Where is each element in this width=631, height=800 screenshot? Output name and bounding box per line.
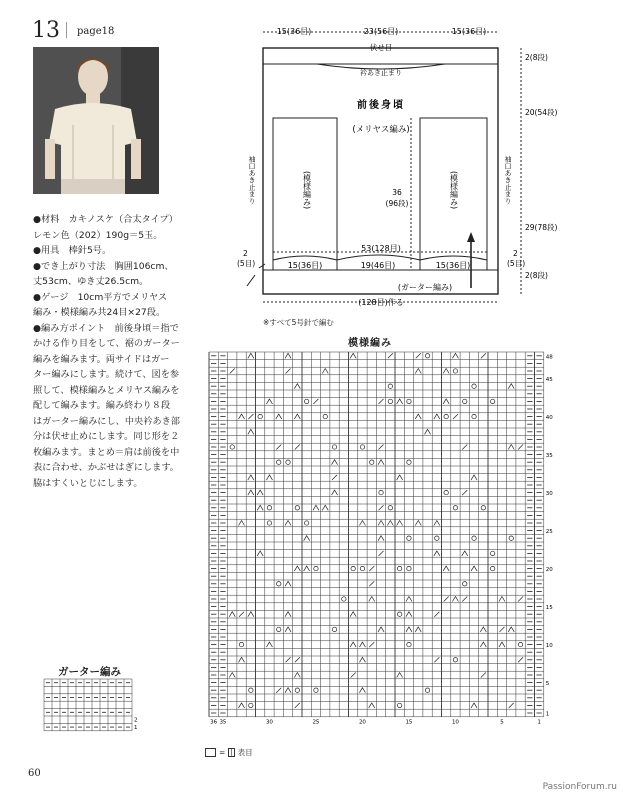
chart-decrease-mark: [471, 475, 477, 480]
chart-decrease-mark: [406, 627, 412, 632]
chart-k2tog-mark: [295, 445, 300, 450]
chart-decrease-mark: [480, 627, 486, 632]
chart-row-label: 10: [545, 643, 553, 650]
chart-row-label: 5: [545, 681, 550, 688]
chart-row-label: 25: [545, 529, 553, 536]
chart-decrease-mark: [248, 612, 254, 617]
chart-k2tog-mark: [286, 369, 291, 374]
chart-decrease-mark: [378, 521, 384, 526]
chart-yo-mark: [444, 490, 448, 494]
chart-k2tog-mark: [518, 597, 523, 602]
top-dim-left: 15(36目): [276, 27, 312, 36]
chart-yo-mark: [518, 642, 522, 646]
chart-decrease-mark: [285, 627, 291, 632]
chart-k2tog-mark: [379, 505, 384, 510]
chart-decrease-mark: [508, 384, 514, 389]
chart-yo-mark: [453, 506, 457, 510]
top-dim-right: 15(36目): [451, 27, 487, 36]
body-outline: [263, 48, 498, 294]
chart-decrease-mark: [397, 399, 403, 404]
chart-decrease-mark: [248, 353, 254, 358]
bind-off-label: 伏せ目: [369, 43, 393, 52]
chart-decrease-mark: [304, 536, 310, 541]
chart-col-label: 15: [405, 719, 413, 726]
chart-k2tog-mark: [379, 551, 384, 556]
inner-width: 53(128目): [361, 244, 401, 253]
chart-decrease-mark: [406, 597, 412, 602]
chart-k2tog-mark: [248, 414, 253, 419]
chart-row-label: 30: [545, 491, 553, 498]
chart-yo-mark: [407, 399, 411, 403]
chart-decrease-mark: [350, 612, 356, 617]
chart-decrease-mark: [332, 460, 338, 465]
inner-height-rows: (96段): [385, 199, 409, 208]
chart-yo-mark: [286, 460, 290, 464]
chart-decrease-mark: [359, 688, 365, 693]
materials-line: 表に合わせ、かぶせはぎにします。: [33, 462, 179, 473]
chart-k2tog-mark: [434, 612, 439, 617]
chart-decrease-mark: [443, 399, 449, 404]
chart-yo-mark: [379, 490, 383, 494]
chart-decrease-mark: [350, 353, 356, 358]
chart-decrease-mark: [239, 521, 245, 526]
neck-stop-label: 衿あき止まり: [360, 69, 402, 77]
chart-col-label: 5: [500, 719, 504, 726]
materials-line: 照して、模様編みとメリヤス編みを: [33, 384, 180, 396]
bottom-dim-right: 15(36目): [435, 261, 471, 270]
chart-decrease-mark: [359, 642, 365, 647]
chart-yo-mark: [472, 384, 476, 388]
chart-yo-mark: [277, 582, 281, 586]
row-dim-lower: 29(78段): [525, 223, 558, 232]
stitch-chart: [205, 348, 557, 746]
garter-chart: [44, 679, 140, 735]
materials-line: ●材料 カキノスケ（合太タイプ）: [33, 214, 178, 225]
chart-yo-mark: [509, 536, 513, 540]
chart-k2tog-mark: [416, 353, 421, 358]
chart-yo-mark: [407, 536, 411, 540]
side-left-sub: (5目): [237, 259, 256, 268]
chart-decrease-mark: [443, 369, 449, 374]
chart-k2tog-mark: [230, 369, 235, 374]
chart-decrease-mark: [322, 369, 328, 374]
chart-decrease-mark: [378, 460, 384, 465]
materials-line: 枚編みます。まとめ＝肩は前後を中: [33, 446, 180, 458]
chart-yo-mark: [490, 399, 494, 403]
chart-decrease-mark: [239, 414, 245, 419]
chart-k2tog-mark: [509, 703, 514, 708]
bottom-dim-center: 19(46目): [360, 261, 396, 270]
chart-decrease-mark: [415, 627, 421, 632]
legend-knit-label: 表目: [237, 748, 253, 757]
materials-line: ター編みにします。続けて、図を参: [33, 369, 180, 380]
chart-decrease-mark: [248, 429, 254, 434]
pattern-number: 13: [32, 18, 60, 43]
chart-k2tog-mark: [453, 414, 458, 419]
page-reference: page18: [77, 26, 115, 37]
chart-k2tog-mark: [462, 597, 467, 602]
chart-row-label: 15: [545, 605, 553, 612]
chart-yo-mark: [267, 521, 271, 525]
chart-decrease-mark: [294, 566, 300, 571]
materials-line: 編み・模様編み共24目×27段。: [33, 307, 166, 318]
header-divider: [66, 22, 67, 38]
chart-yo-mark: [453, 369, 457, 373]
materials-line: かける作り目をして、裾のガーター: [33, 338, 180, 349]
chart-yo-mark: [314, 688, 318, 692]
chart-k2tog-mark: [313, 399, 318, 404]
materials-line: 分は伏せ止めにします。同じ形を２: [33, 431, 180, 442]
chart-decrease-mark: [285, 688, 291, 693]
chart-k2tog-mark: [369, 566, 374, 571]
chart-k2tog-mark: [332, 475, 337, 480]
chart-k2tog-mark: [388, 353, 393, 358]
garter-chart-title: ガーター編み: [58, 666, 121, 678]
chart-decrease-mark: [397, 521, 403, 526]
chart-decrease-mark: [452, 597, 458, 602]
chart-k2tog-mark: [434, 657, 439, 662]
garter-row-label: 2: [134, 717, 138, 724]
chart-decrease-mark: [257, 490, 263, 495]
chart-decrease-mark: [443, 566, 449, 571]
chart-decrease-mark: [434, 521, 440, 526]
garter-row-label: 1: [134, 724, 138, 731]
row-dim-upper: 20(54段): [525, 108, 558, 117]
legend-knit-symbol: |: [230, 748, 233, 756]
row-dim-bottom: 2(8段): [525, 271, 548, 280]
chart-k2tog-mark: [276, 445, 281, 450]
chart-decrease-mark: [294, 673, 300, 678]
site-credit: PassionForum.ru: [542, 782, 617, 792]
chart-k2tog-mark: [481, 673, 486, 678]
chart-yo-mark: [370, 460, 374, 464]
chart-yo-mark: [435, 536, 439, 540]
chart-decrease-mark: [266, 399, 272, 404]
chart-decrease-mark: [508, 445, 514, 450]
chart-yo-mark: [295, 506, 299, 510]
chart-col-label: 10: [451, 719, 459, 726]
chart-decrease-mark: [480, 642, 486, 647]
chart-decrease-mark: [462, 551, 468, 556]
chart-yo-mark: [453, 658, 457, 662]
chart-decrease-mark: [285, 353, 291, 358]
legend-equals: =: [219, 748, 226, 757]
chart-yo-mark: [267, 506, 271, 510]
chart-yo-mark: [407, 460, 411, 464]
top-dim-center: 23(56目): [363, 27, 399, 36]
page-number: 60: [28, 768, 41, 779]
sleeve-stop-right: 袖口あき止まり: [504, 155, 512, 205]
chart-k2tog-mark: [518, 657, 523, 662]
chart-decrease-mark: [359, 657, 365, 662]
chart-decrease-mark: [239, 703, 245, 708]
chart-yo-mark: [425, 354, 429, 358]
chart-decrease-mark: [248, 475, 254, 480]
materials-line: はガーター編みにし、中央衿あき部: [33, 415, 180, 427]
chart-decrease-mark: [229, 612, 235, 617]
chart-yo-mark: [490, 551, 494, 555]
chart-yo-mark: [351, 566, 355, 570]
materials-line: 脇はすくいとじにします。: [33, 477, 143, 489]
chart-decrease-mark: [257, 505, 263, 510]
chart-decrease-mark: [266, 642, 272, 647]
left-panel-label: (模様編み): [302, 170, 312, 210]
model-photo-illustration: [33, 47, 159, 194]
chart-decrease-mark: [434, 414, 440, 419]
chart-yo-mark: [342, 597, 346, 601]
chart-yo-mark: [258, 414, 262, 418]
chart-decrease-mark: [313, 505, 319, 510]
chart-k2tog-mark: [518, 445, 523, 450]
materials-line: ●用具 棒針5号。: [33, 245, 112, 256]
chart-row-label: 35: [545, 453, 553, 460]
right-panel-label: (模様編み): [449, 170, 459, 210]
chart-yo-mark: [360, 445, 364, 449]
chart-decrease-mark: [387, 521, 393, 526]
chart-decrease-mark: [378, 536, 384, 541]
chart-yo-mark: [481, 506, 485, 510]
materials-line: ●編み方ポイント 前後身頃＝指で: [33, 322, 179, 334]
chart-yo-mark: [472, 536, 476, 540]
chart-col-label: 36: [210, 719, 218, 726]
chart-yo-mark: [314, 566, 318, 570]
chart-k2tog-mark: [351, 673, 356, 678]
chart-decrease-mark: [499, 642, 505, 647]
chart-decrease-mark: [452, 353, 458, 358]
chart-decrease-mark: [248, 490, 254, 495]
needle-note: ※すべて5号針で編む: [263, 318, 334, 327]
chart-decrease-mark: [294, 384, 300, 389]
chart-col-label: 20: [358, 719, 366, 726]
chart-row-label: 40: [545, 415, 553, 422]
chart-row-label: 45: [545, 377, 553, 384]
chart-col-label: 1: [537, 719, 541, 726]
chart-yo-mark: [397, 612, 401, 616]
materials-line: 丈53cm、ゆき丈26.5cm。: [33, 276, 149, 287]
chart-yo-mark: [304, 399, 308, 403]
chart-yo-mark: [425, 688, 429, 692]
chart-yo-mark: [249, 703, 253, 707]
chart-k2tog-mark: [379, 445, 384, 450]
materials-line: 編みを編みます。両サイドはガー: [33, 353, 170, 365]
chart-decrease-mark: [285, 521, 291, 526]
chart-decrease-mark: [369, 597, 375, 602]
chart-decrease-mark: [434, 551, 440, 556]
cast-on-label: (128目)作る: [358, 298, 404, 307]
chart-decrease-mark: [397, 673, 403, 678]
chart-yo-mark: [239, 642, 243, 646]
chart-decrease-mark: [369, 703, 375, 708]
materials-line: ●でき上がり寸法 胸囲106cm、: [33, 260, 174, 272]
chart-yo-mark: [249, 688, 253, 692]
construction-diagram: [225, 20, 558, 320]
chart-yo-mark: [407, 642, 411, 646]
chart-col-label: 35: [219, 719, 227, 726]
chart-decrease-mark: [276, 414, 282, 419]
chart-yo-mark: [463, 582, 467, 586]
chart-decrease-mark: [322, 505, 328, 510]
materials-line: ●ゲージ 10cm平方でメリヤス: [33, 291, 168, 303]
chart-decrease-mark: [229, 673, 235, 678]
chart-k2tog-mark: [462, 490, 467, 495]
side-right: 2: [513, 249, 518, 258]
chart-decrease-mark: [397, 475, 403, 480]
chart-decrease-mark: [359, 521, 365, 526]
chart-decrease-mark: [257, 551, 263, 556]
chart-decrease-mark: [350, 642, 356, 647]
chart-yo-mark: [397, 703, 401, 707]
chart-decrease-mark: [239, 657, 245, 662]
model-photo: [33, 47, 159, 194]
chart-yo-mark: [388, 399, 392, 403]
garter-label: (ガーター編み): [397, 283, 453, 292]
chart-row-label: 48: [545, 354, 553, 361]
chart-yo-mark: [295, 688, 299, 692]
chart-k2tog-mark: [481, 353, 486, 358]
chart-decrease-mark: [471, 703, 477, 708]
chart-decrease-mark: [285, 581, 291, 586]
chart-yo-mark: [397, 566, 401, 570]
chart-decrease-mark: [508, 627, 514, 632]
chart-decrease-mark: [406, 612, 412, 617]
chart-k2tog-mark: [295, 657, 300, 662]
sleeve-stop-left: 袖口あき止まり: [248, 155, 256, 205]
side-right-sub: (5目): [507, 259, 526, 268]
chart-legend: [205, 747, 253, 758]
legend-empty-box: [205, 748, 216, 757]
chart-col-label: 30: [265, 719, 273, 726]
chart-k2tog-mark: [295, 703, 300, 708]
chart-decrease-mark: [425, 429, 431, 434]
chart-yo-mark: [407, 566, 411, 570]
chart-k2tog-mark: [239, 612, 244, 617]
chart-decrease-mark: [294, 414, 300, 419]
chart-yo-mark: [360, 566, 364, 570]
chart-yo-mark: [304, 521, 308, 525]
chart-yo-mark: [323, 414, 327, 418]
chart-k2tog-mark: [462, 445, 467, 450]
chart-yo-mark: [388, 384, 392, 388]
chart-yo-mark: [332, 445, 336, 449]
body-title: 前後身頃: [357, 100, 405, 111]
chart-k2tog-mark: [286, 657, 291, 662]
chart-decrease-mark: [499, 597, 505, 602]
chart-k2tog-mark: [444, 597, 449, 602]
bottom-dim-left: 15(36目): [287, 261, 323, 270]
chart-col-label: 25: [312, 719, 320, 726]
chart-yo-mark: [388, 506, 392, 510]
chart-decrease-mark: [332, 490, 338, 495]
body-subtitle: (メリヤス編み): [352, 125, 410, 135]
chart-k2tog-mark: [379, 399, 384, 404]
chart-decrease-mark: [415, 414, 421, 419]
chart-yo-mark: [463, 399, 467, 403]
materials-text: [33, 212, 193, 491]
chart-decrease-mark: [266, 475, 272, 480]
row-dim-top: 2(8段): [525, 53, 548, 62]
chart-decrease-mark: [304, 566, 310, 571]
chart-row-label: 1: [545, 711, 550, 718]
chart-yo-mark: [277, 460, 281, 464]
chart-decrease-mark: [285, 612, 291, 617]
chart-k2tog-mark: [499, 627, 504, 632]
chart-decrease-mark: [415, 521, 421, 526]
pattern-chart-title: 模様編み: [348, 338, 392, 349]
chart-yo-mark: [444, 414, 448, 418]
chart-yo-mark: [332, 627, 336, 631]
inner-height: 36: [392, 188, 402, 197]
chart-k2tog-mark: [369, 581, 374, 586]
chart-yo-mark: [490, 566, 494, 570]
chart-yo-mark: [230, 445, 234, 449]
materials-line: 配して編みます。編み終わり８段: [33, 400, 171, 411]
chart-k2tog-mark: [369, 642, 374, 647]
chart-row-label: 20: [545, 567, 553, 574]
chart-k2tog-mark: [276, 688, 281, 693]
materials-line: レモン色（202）190g＝5玉。: [33, 229, 163, 241]
chart-yo-mark: [472, 414, 476, 418]
chart-decrease-mark: [471, 566, 477, 571]
chart-yo-mark: [277, 627, 281, 631]
side-left: 2: [243, 249, 248, 258]
chart-decrease-mark: [415, 369, 421, 374]
chart-decrease-mark: [378, 627, 384, 632]
